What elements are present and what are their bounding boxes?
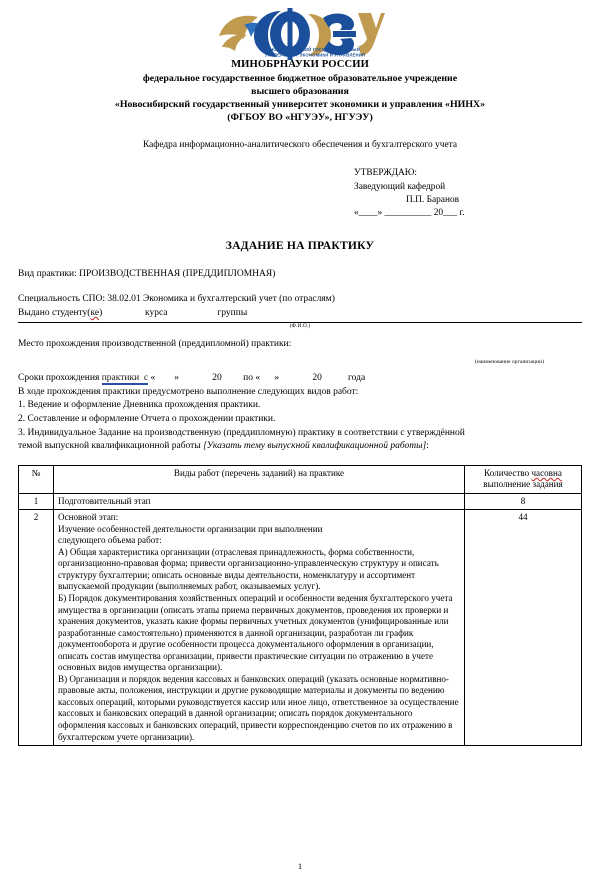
row-1-para-0: Подготовительный этап — [58, 495, 151, 506]
col-header-num: № — [19, 465, 54, 493]
ministry-line: МИНОБРНАУКИ РОССИИ — [231, 59, 369, 70]
issued-course-label: курса — [144, 307, 168, 318]
speciality-block — [18, 293, 582, 330]
row-2-para-1: Изучение особенностей деятельности организации при выполнении — [58, 523, 323, 534]
row-1-num: 1 — [19, 493, 54, 510]
svg-text:УНИВЕРСИТЕТ ЭКОНОМИКИ И УПРАВЛ: УНИВЕРСИТЕТ ЭКОНОМИКИ И УПРАВЛЕНИЯ — [264, 52, 366, 58]
place-label: Место прохождения производственной (преддипломной) практики: — [18, 339, 292, 350]
table-row — [19, 510, 582, 746]
assignment-table — [18, 465, 582, 746]
intro-item-3-text: 3. Индивидуальное Задание на производственную (преддипломную) практику в соответствии с утверждённой — [18, 427, 465, 438]
institution-header — [18, 58, 582, 124]
issued-prefix: Выдано студенту( — [18, 307, 91, 318]
svg-text:НОВОСИБИРСКИЙ ГОСУДАРСТВЕННЫЙ: НОВОСИБИРСКИЙ ГОСУДАРСТВЕННЫЙ — [270, 47, 360, 52]
row-1-hours: 8 — [465, 493, 582, 510]
institution-line-3: «Новосибирский государственный университет экономики и управления «НИНХ» — [114, 99, 486, 111]
page-title: ЗАДАНИЕ НА ПРАКТИКУ — [225, 238, 375, 252]
intro-lead: В ходе прохождения практики предусмотрено выполнение следующих видов работ: — [18, 386, 359, 397]
intro-item-2: 2. Составление и оформление Отчета о прохождении практики. — [18, 413, 276, 424]
institution-line-2: высшего образования — [251, 86, 349, 98]
nsuem-logo — [215, 8, 385, 60]
intro-item-3-cont — [18, 440, 582, 454]
practice-type-label: Вид практики: — [18, 268, 80, 279]
thesis-topic-placeholder: [Указать тему выпускной квалификационной работы] — [203, 441, 427, 452]
col-header-hours-a: Количество — [484, 467, 532, 478]
row-2-para-5: В) Организация и порядок ведения кассовых и банковских операций (указать основные нормативно-правовые акты, положения, инструкции и другие руководящие материалы и документы по ведению кассовых операций, которыми руководствуется кассир или иное лицо, ответственное за осуществление кассовых и банковских операций в данной организации; описать порядок документального оформления кассовых и банковских операций, привести корреспонденцию счетов по их отражению в бухгалтерском учете организации). — [58, 673, 459, 742]
approval-block — [354, 167, 582, 220]
row-1-works — [54, 493, 465, 510]
col-header-hours-misspelled: часовна — [531, 467, 562, 478]
institution-line-1: федеральное государственное бюджетное образовательное учреждение — [142, 72, 458, 84]
fields-block — [18, 268, 582, 282]
intro-item-1: 1. Ведение и оформление Дневника прохождения практики. — [18, 400, 261, 411]
approval-label: УТВЕРЖДАЮ: — [354, 168, 418, 179]
row-2-num: 2 — [19, 510, 54, 746]
speciality-line: Специальность СПО: 38.02.01 Экономика и бухгалтерский учет (по отраслям) — [18, 294, 335, 305]
terms-line — [18, 372, 582, 386]
terms-grammar-phrase: практики с — [101, 372, 149, 383]
intro-item-3-tail-text: темой выпускной квалификационной работы — [18, 441, 204, 452]
organization-caption: (наименование организации) — [474, 359, 544, 366]
col-header-works: Виды работ (перечень заданий) на практике — [54, 465, 465, 493]
terms-block — [18, 372, 582, 454]
place-block — [18, 338, 582, 366]
issued-misspelled-word: ке — [90, 307, 100, 318]
approval-name: П.П. Баранов — [406, 194, 460, 205]
institution-abbrev: (ФГБОУ ВО «НГУЭУ», НГУЭУ) — [227, 112, 373, 124]
issued-group-label: группы — [217, 307, 248, 318]
row-2-works — [54, 510, 465, 746]
row-2-hours: 44 — [465, 510, 582, 746]
col-header-hours-b: выполнение задания — [483, 479, 563, 490]
terms-rest: « » 20 по « » 20 года — [148, 372, 366, 383]
approval-date: «____» __________ 20___ г. — [354, 208, 465, 219]
row-2-para-0: Основной этап: — [58, 512, 119, 523]
fio-caption: (Ф.И.О.) — [289, 322, 311, 329]
issued-suffix: ) — [99, 307, 103, 318]
intro-item-3-colon: : — [426, 441, 429, 452]
logo-container — [18, 0, 582, 58]
row-2-para-2: следующего объема работ: — [58, 535, 162, 546]
table-row — [19, 493, 582, 510]
terms-prefix: Сроки прохождения — [18, 372, 102, 383]
practice-type-row — [18, 268, 582, 282]
page-number: 1 — [297, 861, 303, 871]
issued-to-line — [18, 307, 582, 321]
intro-item-3 — [18, 427, 582, 441]
department-line: Кафедра информационно-аналитического обеспечения и бухгалтерского учета — [143, 140, 457, 151]
table-header-row — [19, 465, 582, 493]
row-2-para-3: А) Общая характеристика организации (отраслевая принадлежность, форма собственности, организационно-правовая форма; привести организационно-управленческую структуру и описать структуру бухгалтерии; описать основные виды деятельности, номенклатуру и ассортимент выпускаемой продукции (выполняемых работ, оказываемых услуг). — [58, 546, 439, 592]
practice-type-value: ПРОИЗВОДСТВЕННАЯ (ПРЕДДИПЛОМНАЯ) — [79, 268, 276, 279]
col-header-hours — [465, 465, 582, 493]
row-2-para-4: Б) Порядок документирования хозяйственных операций и особенности ведения бухгалтерского учета имущества в организации (описать этапы приема первичных документов, проведения их проверки и хранения документов, указать какие формы первичных учетных документов (унифицированные или разработанные самостоятельно) применяются в данной организации, разработан ли график документооборота и другие особенности процесса документального оформления в организации, описать состав имущества организации, привести практические ситуации по отражению в учете основных видов имущества организации). — [58, 592, 453, 673]
approval-position: Заведующий кафедрой — [354, 181, 446, 192]
